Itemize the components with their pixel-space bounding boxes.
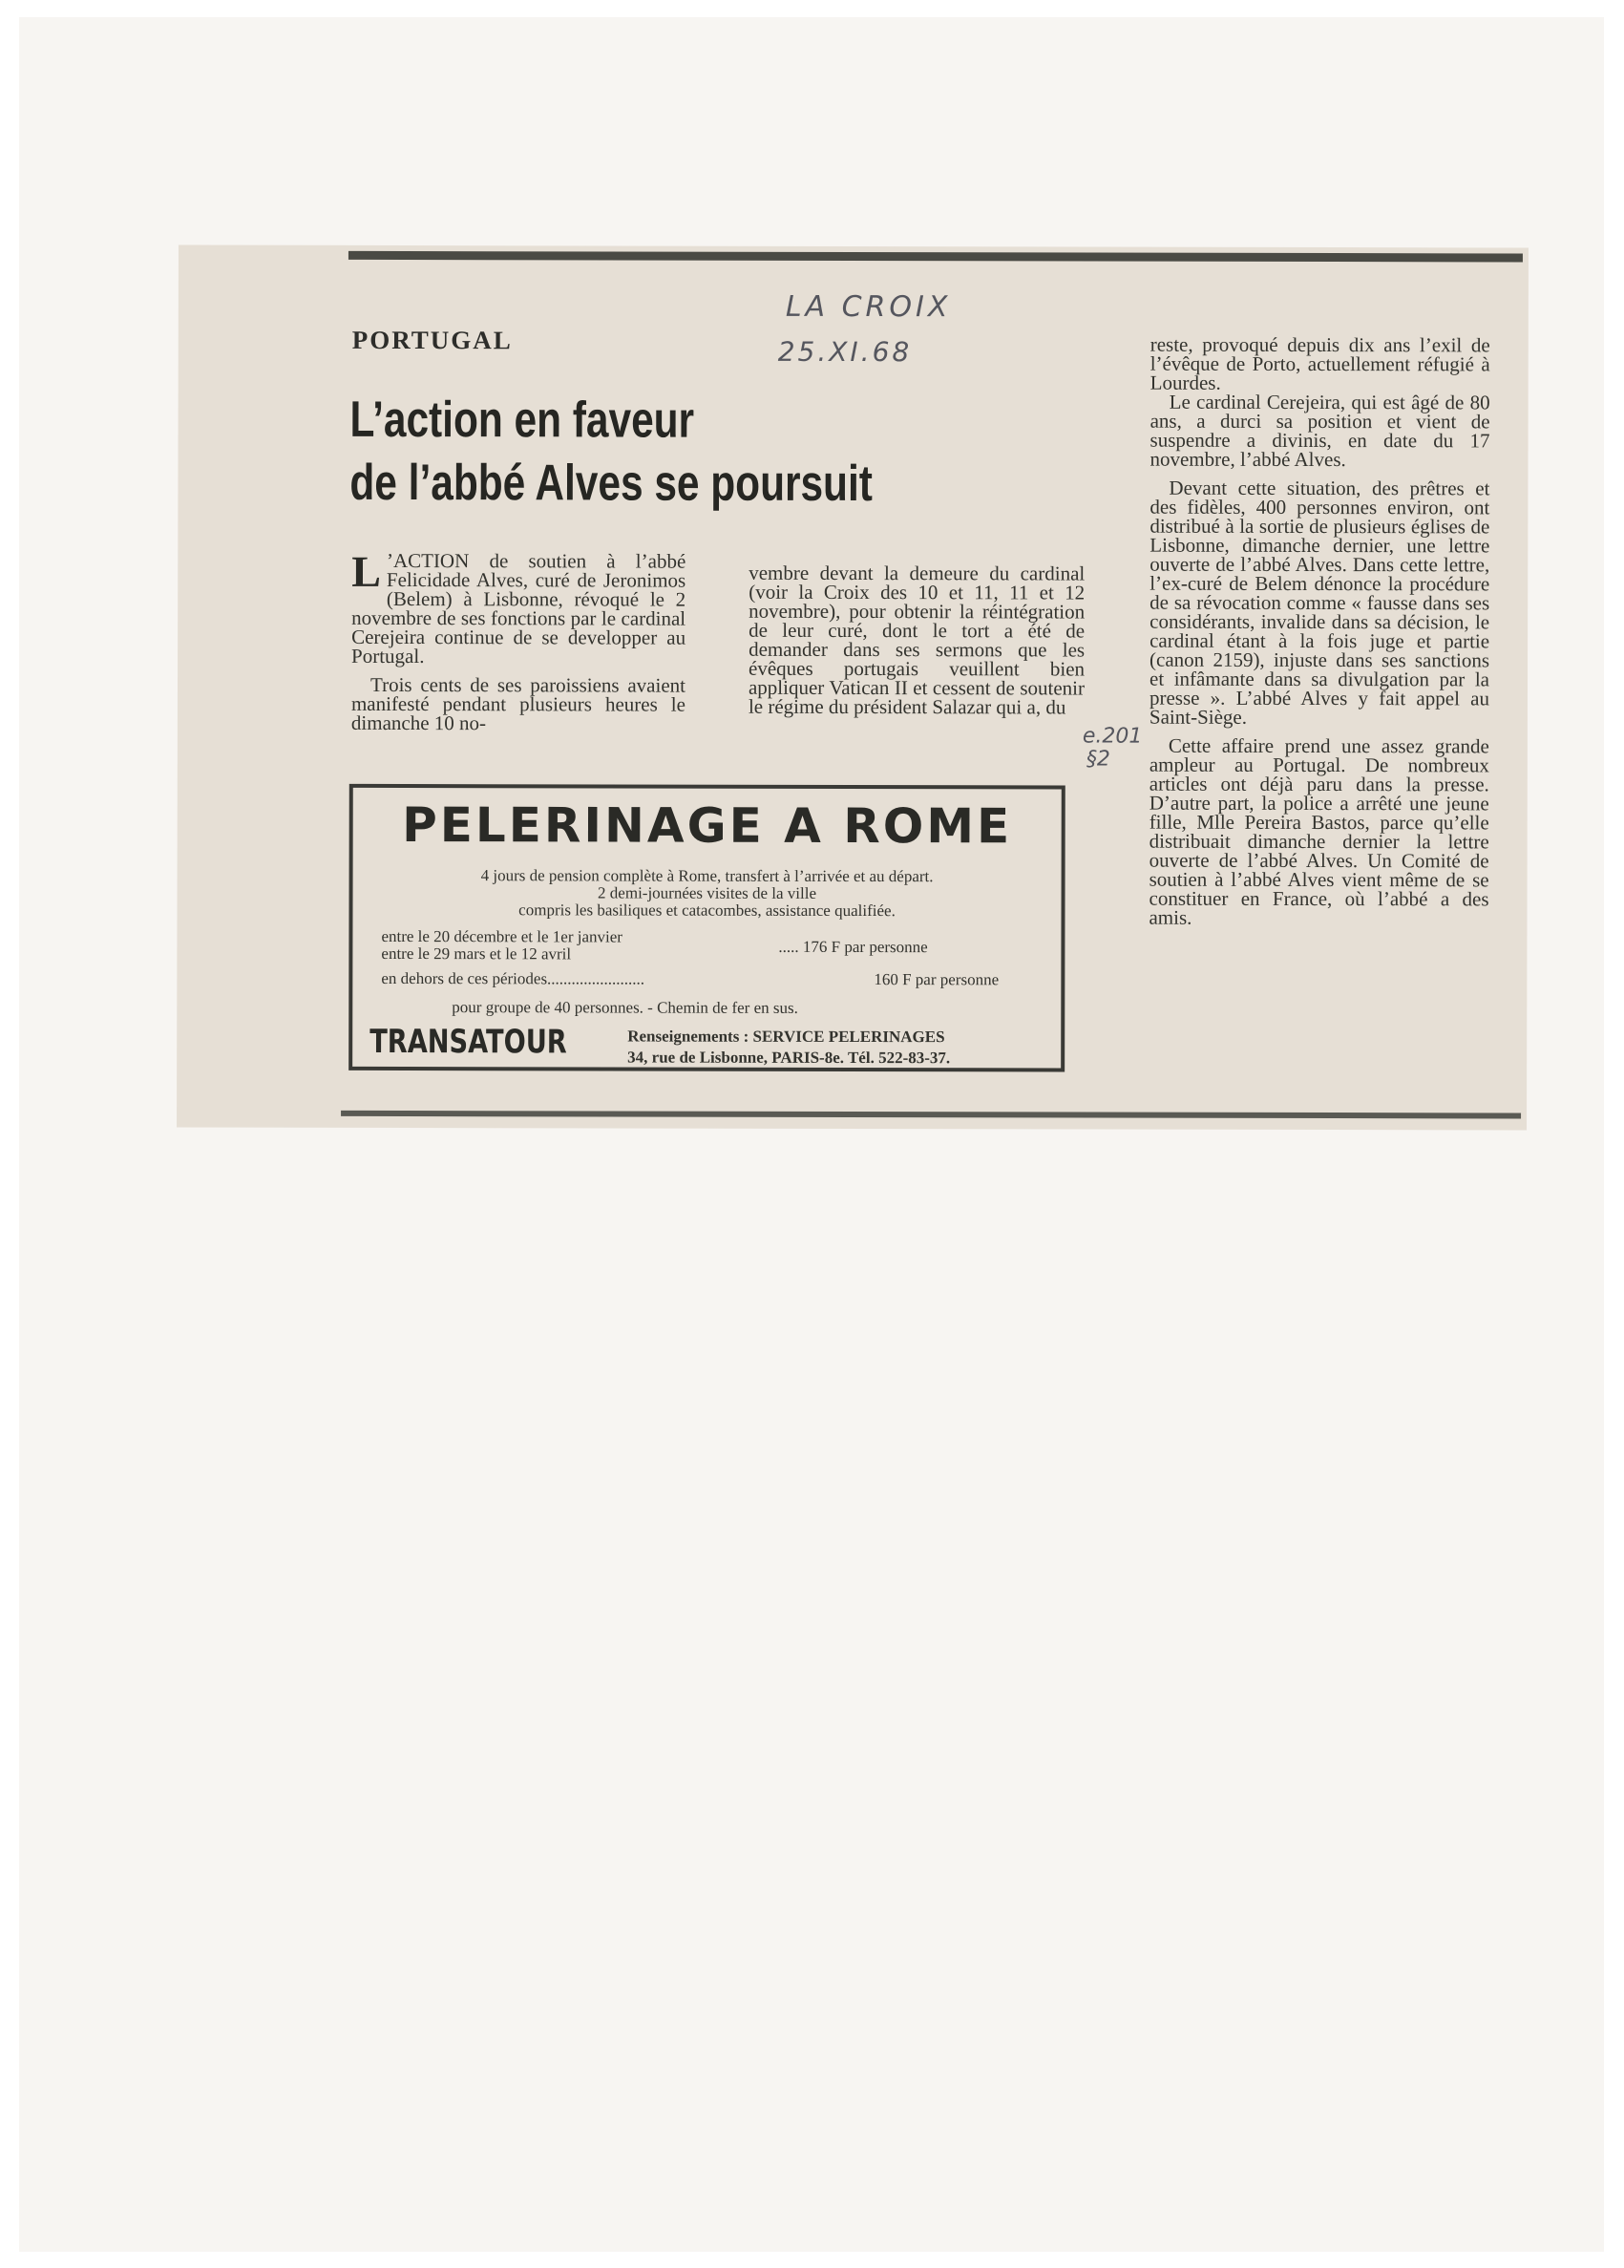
handwritten-date: 25.XI.68 — [777, 335, 913, 369]
handwritten-source: LA CROIX — [785, 289, 952, 325]
headline-line-2: de l’abbé Alves se poursuit — [349, 454, 873, 513]
headline-line-1: L’action en faveur — [349, 391, 695, 449]
column-1-paragraph-2: Trois cents de ses paroissiens avaient manifesté pendant plusieurs heures le dimanche 10 no- — [350, 672, 686, 735]
bottom-rule — [341, 1111, 1521, 1119]
drop-cap: L — [351, 546, 381, 596]
column-3-paragraph-2: Le cardinal Cerejeira, qui est âgé de 80 ans, a durci sa position et vient de suspendre a divinis, en date du 17 novembre, l’abbé Alves. — [1149, 390, 1490, 472]
ad-period-2: entre le 29 mars et le 12 avril — [381, 943, 572, 964]
article-column-2 — [749, 563, 1085, 727]
ad-contact-1: Renseignements : SERVICE PELERINAGES — [627, 1027, 945, 1047]
ad-contact-2: 34, rue de Lisbonne, PARIS-8e. Tél. 522-83-37. — [627, 1048, 951, 1068]
ad-price-2: 160 F par personne — [874, 970, 1000, 989]
column-1-paragraph-1: L ’ACTION de soutien à l’abbé Felicidade Alves, curé de Jeronimos (Belem) à Lisbonne, révoqué le 2 novembre de ses fonctions par le cardinal Cerejeira continue de se developper au Portugal. — [351, 546, 686, 668]
article-column-1 — [350, 546, 686, 743]
column-2-paragraph-1: vembre devant la demeure du cardinal (voir la Croix des 10 et 11, 11 et 12 novembre), pour obtenir la réintégration de leur curé, dont le tort a été de demander dans ses sermons que les évêques portugais veuillent bien appliquer Vatican II et cessent de soutenir le régime du président Salazar qui a, du — [748, 561, 1086, 719]
ad-period-1: entre le 20 décembre et le 1er janvier — [381, 926, 622, 946]
ad-title: PELERINAGE A ROME — [402, 797, 1013, 855]
newspaper-clipping — [177, 245, 1529, 1131]
article-column-3 — [1149, 332, 1490, 938]
ad-line-3: compris les basiliques et catacombes, assistance qualifiée. — [518, 901, 896, 921]
handwritten-reference: e.201 — [1082, 724, 1143, 749]
article-kicker: PORTUGAL — [351, 325, 513, 355]
ad-line-2: 2 demi-journées visites de la ville — [598, 883, 817, 902]
column-3-paragraph-3: Devant cette situation, des prêtres et des fidèles, 400 personnes environ, ont distribué à la sortie de plusieurs églises de Lisbonne, dimanche dernier, une lettre ouverte de l’abbé Alves. Dans cette lettre, l’ex-curé de Belem dénonce la procédure de sa révocation comme « fausse dans ses considérants, invalide dans sa décision, le cardinal étant à la fois juge et partie (canon 2159), injuste dans ses sanctions et infâmante dans sa divulgation par la presse ». L’abbé Alves y fait appel au Saint-Siège. — [1149, 476, 1490, 729]
ad-line-1: 4 jours de pension complète à Rome, transfert à l’arrivée et au départ. — [480, 866, 934, 886]
ad-brand-logo: TRANSATOUR — [369, 1022, 567, 1062]
ad-group-note: pour groupe de 40 personnes. - Chemin de fer en sus. — [452, 998, 798, 1017]
handwritten-reference-2: §2 — [1086, 747, 1110, 772]
article-headline — [349, 389, 873, 516]
column-3-paragraph-4: Cette affaire prend une assez grande ampleur au Portugal. De nombreux articles ont déjà paru dans la presse. D’autre part, la police a arrêté une jeune fille, Mlle Pereira Bastos, parce qu’elle distribuait dimanche dernier la lettre ouverte de l’abbé Alves. Un Comité de soutien à l’abbé Alves vient même de se constituer en France, où l’abbé a des amis. — [1149, 733, 1489, 929]
column-3-paragraph-1: reste, provoqué depuis dix ans l’exil de l’évêque de Porto, actuellement réfugié à Lourdes. — [1149, 332, 1490, 394]
top-rule — [348, 251, 1523, 263]
advertisement-box — [348, 784, 1065, 1072]
ad-price-1: ..... 176 F par personne — [778, 937, 928, 957]
ad-period-3: en dehors de ces périodes........................ — [381, 968, 645, 988]
